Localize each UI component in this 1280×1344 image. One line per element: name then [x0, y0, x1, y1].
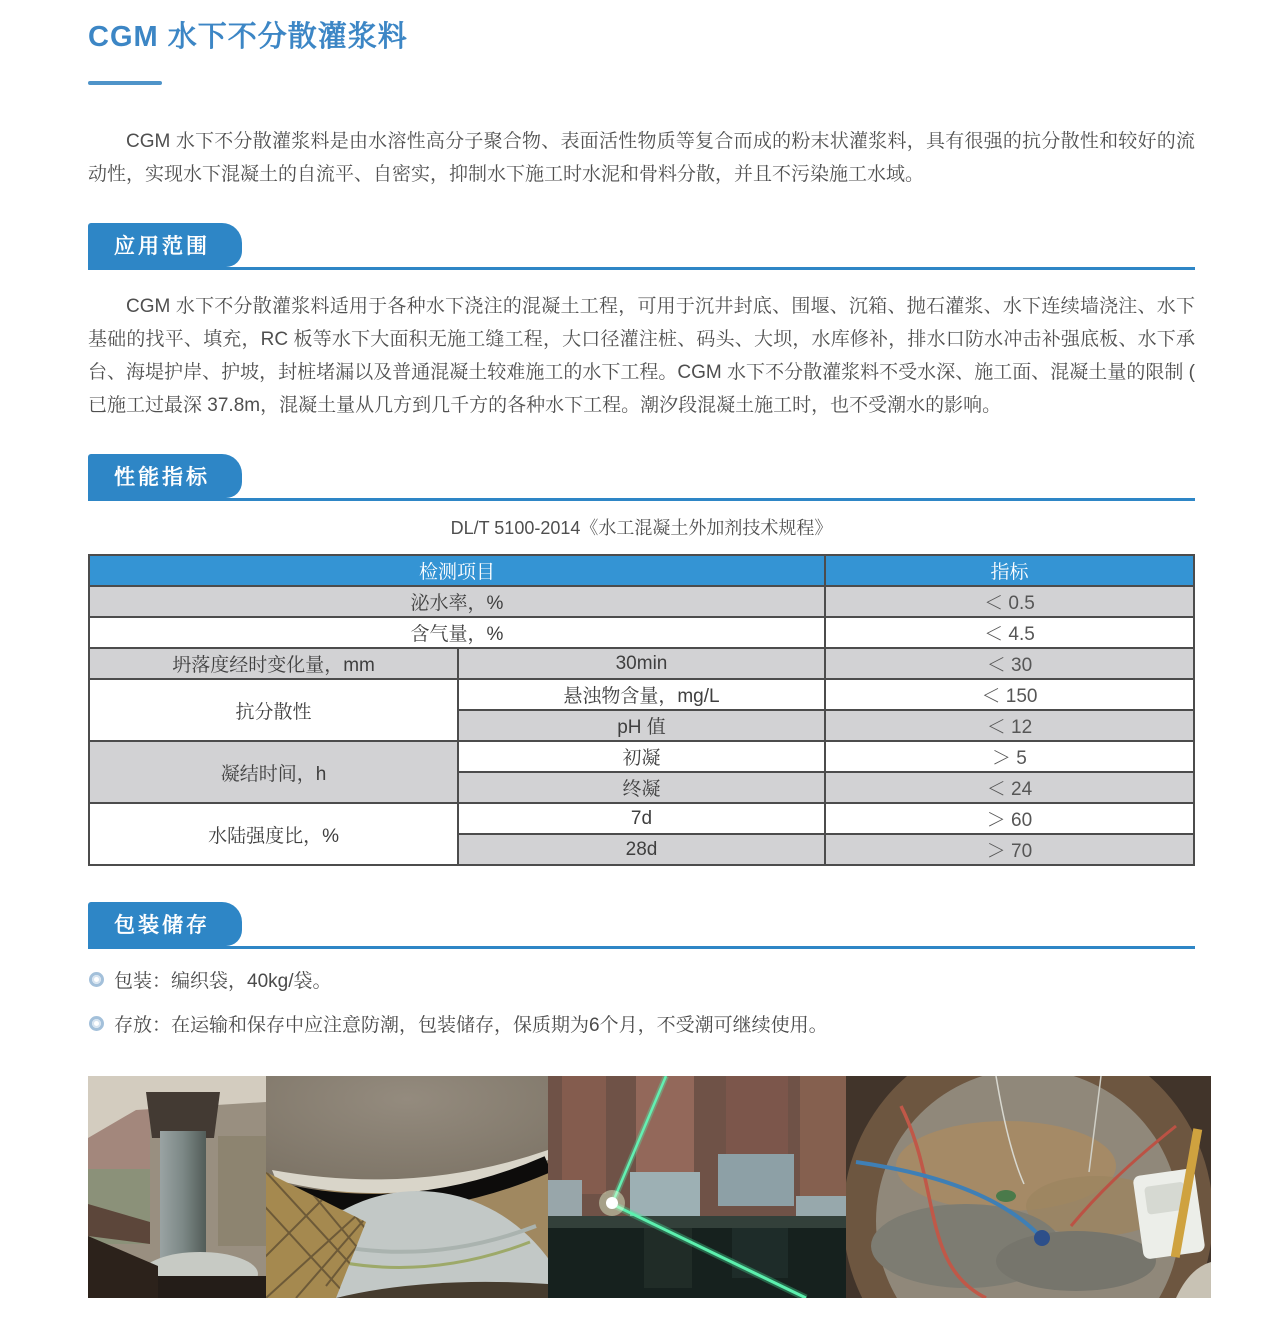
section-badge-packaging: 包装储存 — [88, 902, 242, 946]
list-item — [88, 1010, 1195, 1037]
cell-sub-item: 7d — [458, 803, 825, 834]
night-piers-green-laser-photo — [548, 1076, 846, 1298]
cell-indicator: ＜ 12 — [825, 710, 1194, 741]
cell-test-item: 水陆强度比，% — [89, 803, 458, 865]
section-badge-performance: 性能指标 — [88, 454, 242, 498]
cell-sub-item: 悬浊物含量，mg/L — [458, 679, 825, 710]
cell-test-item: 凝结时间，h — [89, 741, 458, 803]
cell-indicator: ＜ 4.5 — [825, 617, 1194, 648]
table-row — [89, 741, 1194, 772]
cell-sub-item: 终凝 — [458, 772, 825, 803]
white-box — [1132, 1168, 1205, 1260]
cell-indicator: ＜ 30 — [825, 648, 1194, 679]
photo-strip — [88, 1076, 1211, 1298]
table-row — [89, 617, 1194, 648]
cell-sub-item: 30min — [458, 648, 825, 679]
section-header-packaging — [88, 902, 1195, 949]
section-header-performance — [88, 454, 1195, 501]
table-row — [89, 586, 1194, 617]
caisson-underwater-grouting-photo — [846, 1076, 1211, 1298]
bridge-pier-steel-column-photo — [88, 1076, 266, 1298]
section-header-application — [88, 223, 1195, 270]
list-item — [88, 966, 1195, 993]
cell-indicator: ＜ 150 — [825, 679, 1194, 710]
column-header-test-item: 检测项目 — [89, 555, 825, 586]
storage-bullet: 存放：在运输和保存中应注意防潮，包装储存，保质期为6个月，不受潮可继续使用。 — [114, 1015, 828, 1036]
concrete-pile-collar-photo — [266, 1076, 548, 1298]
cell-indicator: ＞ 5 — [825, 741, 1194, 772]
cell-indicator: ＞ 70 — [825, 834, 1194, 865]
cell-indicator: ＜ 24 — [825, 772, 1194, 803]
packaging-bullet: 包装：编织袋，40kg/袋。 — [114, 971, 332, 992]
cell-test-item: 泌水率，% — [89, 586, 825, 617]
table-row — [89, 679, 1194, 710]
application-paragraph: CGM 水下不分散灌浆料适用于各种水下浇注的混凝土工程，可用于沉井封底、围堰、沉箱、抛石灌浆、水下连续墙浇注、水下基础的找平、填充，RC 板等水下大面积无施工缝工程，大口径灌注桩、码头、大坝，水库修补，排水口防水冲击补强底板、水下承台、海堤护岸、护坡，封桩堵漏以及普通混凝土较难施工的水下工程。CGM 水下不分散灌浆料不受水深、施工面、混凝土量的限制 ( 已施工过最深 37.8m，混凝土量从几方到几千方的各种水下工程。潮汐段混凝土施工时，也不受潮水的影响。 — [88, 296, 1195, 416]
page-title: CGM 水下不分散灌浆料 — [88, 21, 408, 53]
table-row — [89, 803, 1194, 834]
cell-test-item: 坍落度经时变化量，mm — [89, 648, 458, 679]
blue-pump-object — [1034, 1230, 1050, 1246]
table-row — [89, 648, 1194, 679]
column-header-indicator: 指标 — [825, 555, 1194, 586]
ring-bullet-icon — [92, 975, 101, 984]
cell-sub-item: pH 值 — [458, 710, 825, 741]
intro-paragraph: CGM 水下不分散灌浆料是由水溶性高分子聚合物、表面活性物质等复合而成的粉末状灌浆料，具有很强的抗分散性和较好的流动性，实现水下混凝土的自流平、自密实，抑制水下施工时水泥和骨料分散，并且不污染施工水域。 — [88, 131, 1195, 185]
ring-bullet-icon — [92, 1019, 101, 1028]
cell-sub-item: 28d — [458, 834, 825, 865]
standard-caption: DL/T 5100-2014《水工混凝土外加剂技术规程》 — [450, 518, 833, 538]
cell-sub-item: 初凝 — [458, 741, 825, 772]
cell-indicator: ＜ 0.5 — [825, 586, 1194, 617]
section-badge-application: 应用范围 — [88, 223, 242, 267]
title-underline — [88, 81, 162, 85]
performance-table — [88, 554, 1195, 866]
cell-indicator: ＞ 60 — [825, 803, 1194, 834]
cell-test-item: 抗分散性 — [89, 679, 458, 741]
table-header-row — [89, 555, 1194, 586]
cell-test-item: 含气量，% — [89, 617, 825, 648]
